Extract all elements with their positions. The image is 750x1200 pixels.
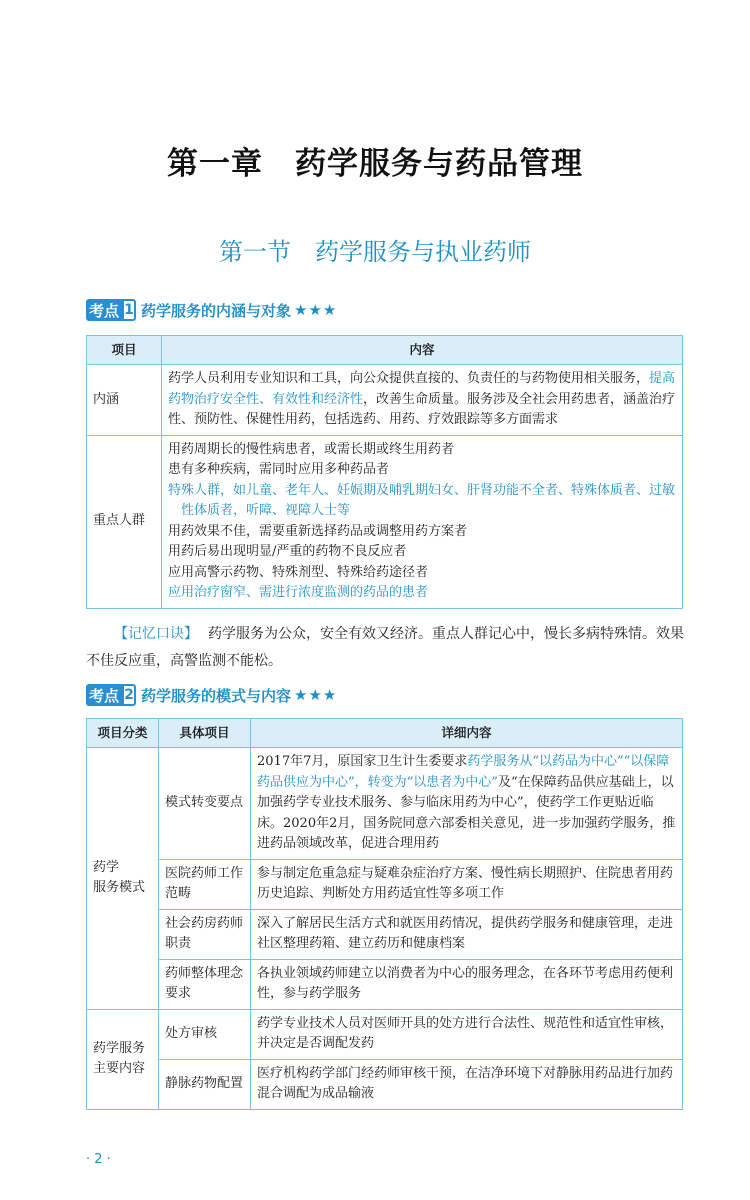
table-row bbox=[87, 365, 683, 436]
list-item: 应用高警示药物、特殊剂型、特殊给药途径者 bbox=[168, 564, 429, 580]
group-label-line: 服务模式 bbox=[93, 880, 146, 896]
item-label: 静脉药物配置 bbox=[159, 1059, 251, 1109]
row-content: 药学专业技术人员对医师开具的处方进行合法性、规范性和适宜性审核，并决定是否调配发药 bbox=[251, 1009, 683, 1059]
kp2-table bbox=[86, 718, 683, 1110]
row-content bbox=[162, 365, 683, 436]
kp1-title: 药学服务的内涵与对象 bbox=[141, 301, 292, 320]
table-row bbox=[87, 959, 683, 1009]
page-number: · 2 · bbox=[86, 1152, 111, 1167]
kp2-stars: ★★★ bbox=[294, 686, 338, 704]
row-content bbox=[251, 748, 683, 860]
item-label: 社会药房药师职责 bbox=[159, 909, 251, 959]
list-item: 患有多种疾病，需同时应用多种药品者 bbox=[168, 462, 390, 477]
row-content: 各执业领域药师建立以消费者为中心的服务理念，在各环节考虑用药便利性，参与药学服务 bbox=[251, 959, 683, 1009]
table-row bbox=[87, 748, 683, 860]
memory-label: 【记忆口诀】 bbox=[114, 626, 198, 642]
kp2-header-item: 具体项目 bbox=[159, 719, 251, 748]
content-text: 2017年7月，原国家卫生计生委要求 bbox=[257, 754, 468, 769]
kp1-header-item: 项目 bbox=[87, 336, 162, 365]
kp1-heading bbox=[86, 298, 337, 322]
kp1-badge bbox=[86, 299, 136, 321]
list-item: 用药后易出现明显/严重的药物不良反应者 bbox=[168, 544, 407, 559]
kp1-table bbox=[86, 335, 683, 609]
table-row bbox=[87, 1059, 683, 1109]
kp1-badge-number: 1 bbox=[122, 299, 136, 321]
kp2-heading bbox=[86, 683, 337, 707]
list-item: 应用治疗窗窄、需进行浓度监测的药品的患者 bbox=[168, 585, 429, 600]
table-row bbox=[87, 909, 683, 959]
content-text: 药学人员利用专业知识和工具，向公众提供直接的、负责任的与药物使用相关服务， bbox=[168, 371, 650, 386]
section-title: 第一节 药学服务与执业药师 bbox=[219, 238, 531, 266]
kp2-title: 药学服务的模式与内容 bbox=[141, 686, 292, 705]
item-label: 模式转变要点 bbox=[159, 748, 251, 860]
list-item: 用药效果不佳，需要重新选择药品或调整用药方案者 bbox=[168, 523, 468, 539]
content-text: 及“在保障药品供应基础上，以加强药学专业技术服务、参与临床用药为中心”，使药学工作更贴近临床。2020年2月，国务院同意六部委相关意见，进一步加强药学服务，推进药品领域改革，促进合理用药 bbox=[257, 774, 676, 851]
group-label-line: 主要内容 bbox=[93, 1061, 146, 1076]
kp2-header-detail: 详细内容 bbox=[251, 719, 683, 748]
table-row bbox=[87, 859, 683, 909]
kp1-badge-word: 考点 bbox=[86, 299, 122, 321]
kp1-header-row bbox=[87, 336, 683, 365]
list-item: 特殊人群，如儿童、老年人、妊娠期及哺乳期妇女、肝肾功能不全者、特殊体质者、过敏性体质者，听障、视障人士等 bbox=[168, 482, 676, 518]
kp1-stars: ★★★ bbox=[294, 301, 338, 319]
table-row bbox=[87, 1009, 683, 1059]
list-item: 用药周期长的慢性病患者，或需长期或终生用药者 bbox=[168, 441, 455, 457]
row-content bbox=[162, 435, 683, 608]
memory-note bbox=[86, 621, 686, 675]
memory-text: 药学服务为公众，安全有效又经济。重点人群记心中，慢长多病特殊情。效果不佳反应重，高警监测不能松。 bbox=[86, 626, 684, 669]
row-content: 深入了解居民生活方式和就医用药情况，提供药学服务和健康管理，走进社区整理药箱、建立药历和健康档案 bbox=[251, 909, 683, 959]
item-label: 药师整体理念要求 bbox=[159, 959, 251, 1009]
group-label-line: 药学 bbox=[93, 859, 120, 875]
kp2-badge bbox=[86, 684, 136, 706]
row-label: 重点人群 bbox=[87, 435, 162, 608]
chapter-title: 第一章 药学服务与药品管理 bbox=[167, 146, 583, 182]
kp2-badge-word: 考点 bbox=[86, 684, 122, 706]
group-label bbox=[87, 1009, 159, 1109]
kp2-badge-number: 2 bbox=[122, 684, 136, 706]
content-text: ，改善生命质量。服务涉及全社会用药患者，涵盖治疗性、预防性、保健性用药，包括选药、用药、疗效跟踪等多方面需求 bbox=[168, 391, 676, 427]
kp2-header-category: 项目分类 bbox=[87, 719, 159, 748]
content-highlight: 药学服务从“以药品为中心”“以保障药品供应为中心”，转变为“以患者为中心” bbox=[257, 754, 670, 790]
kp2-header-row bbox=[87, 719, 683, 748]
content-highlight: 提高药物治疗安全性、有效性和经济性 bbox=[168, 371, 676, 407]
group-label-line: 药学服务 bbox=[93, 1040, 146, 1056]
row-label: 内涵 bbox=[87, 365, 162, 436]
table-row bbox=[87, 435, 683, 608]
item-label: 处方审核 bbox=[159, 1009, 251, 1059]
row-content: 参与制定危重急症与疑难杂症治疗方案、慢性病长期照护、住院患者用药历史追踪、判断处方用药适宜性等多项工作 bbox=[251, 859, 683, 909]
group-label bbox=[87, 748, 159, 1010]
kp1-header-content: 内容 bbox=[162, 336, 683, 365]
row-content: 医疗机构药学部门经药师审核干预，在洁净环境下对静脉用药品进行加药混合调配为成品输液 bbox=[251, 1059, 683, 1109]
item-label: 医院药师工作范畴 bbox=[159, 859, 251, 909]
